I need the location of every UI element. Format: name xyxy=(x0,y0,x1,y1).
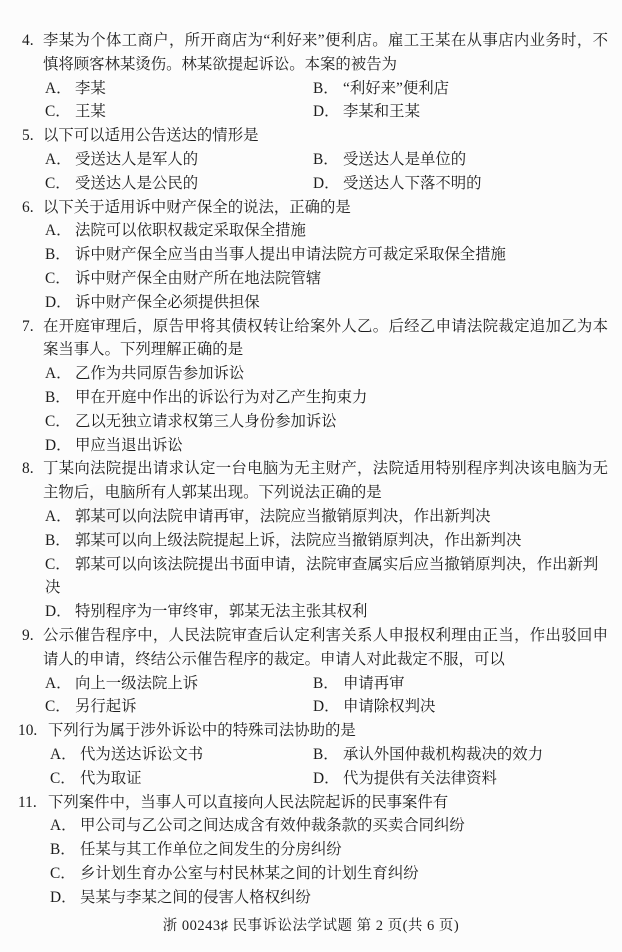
option-line xyxy=(22,434,608,458)
question-number: 9. xyxy=(22,626,34,644)
option-line xyxy=(18,862,608,886)
option-text: 郭某可以向上级法院提起上诉，法院应当撤销原判决，作出新判决 xyxy=(75,531,522,549)
option-item xyxy=(45,508,491,525)
option-row xyxy=(22,100,608,124)
option-text: 申请再审 xyxy=(343,674,405,692)
question-number: 8. xyxy=(22,460,34,478)
option-cell xyxy=(313,743,608,767)
option-line xyxy=(22,219,608,243)
option-label: C． xyxy=(45,269,71,287)
option-cell xyxy=(50,743,313,767)
option-label: D． xyxy=(50,888,77,906)
question-stem: 以下可以适用公告送达的情形是 xyxy=(43,127,259,145)
option-text: 王某 xyxy=(75,103,106,121)
question-stem: 下列行为属于涉外诉讼中的特殊司法协助的是 xyxy=(48,722,356,740)
option-line xyxy=(22,600,608,624)
option-text: 受送达人是单位的 xyxy=(343,150,467,168)
question-head xyxy=(22,196,608,220)
question-list xyxy=(0,29,622,909)
option-text: 受送达人下落不明的 xyxy=(343,174,482,192)
option-text: 甲公司与乙公司之间达成含有效仲裁条款的买卖合同纠纷 xyxy=(80,817,465,835)
option-label: B． xyxy=(45,246,71,264)
option-row xyxy=(22,77,608,101)
option-label: D． xyxy=(313,769,340,787)
option-label: C． xyxy=(50,769,76,787)
option-item xyxy=(45,698,137,715)
option-line xyxy=(22,386,608,410)
question-number: 5. xyxy=(22,127,34,145)
option-label: C． xyxy=(45,698,71,716)
option-text: 乙作为共同原告参加诉讼 xyxy=(75,365,245,383)
question-head xyxy=(22,124,608,148)
option-label: D． xyxy=(313,698,340,716)
option-item xyxy=(313,746,543,763)
option-text: 特别程序为一审终审，郭某无法主张其权利 xyxy=(75,603,368,621)
option-item xyxy=(313,770,497,787)
option-item xyxy=(45,151,198,168)
option-item xyxy=(313,103,420,120)
option-text: 李某 xyxy=(75,79,106,97)
option-row xyxy=(22,672,608,696)
option-cell xyxy=(313,695,608,719)
option-item xyxy=(313,675,405,692)
question-stem: 在开庭审理后，原告甲将其债权转让给案外人乙。后经乙申请法院裁定追加乙为本案当事人。下列理解正确的是 xyxy=(43,317,608,359)
option-item xyxy=(45,294,260,311)
option-cell xyxy=(45,172,313,196)
option-label: D． xyxy=(313,174,340,192)
option-cell xyxy=(313,77,608,101)
option-line xyxy=(22,243,608,267)
option-item xyxy=(45,175,198,192)
option-item xyxy=(50,889,311,906)
question-head xyxy=(18,719,608,743)
option-text: 郭某可以向该法院提出书面申请，法院审查属实后应当撤销原判决，作出新判决 xyxy=(45,555,599,597)
option-item xyxy=(50,817,465,834)
option-text: 乙以无独立请求权第三人身份参加诉讼 xyxy=(75,412,337,430)
question-head xyxy=(22,624,608,672)
option-text: 受送达人是公民的 xyxy=(75,174,199,192)
option-cell xyxy=(313,172,608,196)
option-item xyxy=(50,746,203,763)
question-item xyxy=(18,719,608,790)
option-text: 甲在开庭中作出的诉讼行为对乙产生拘束力 xyxy=(75,388,368,406)
option-text: 诉中财产保全由财产所在地法院管辖 xyxy=(75,269,322,287)
question-stem: 以下关于适用诉中财产保全的说法，正确的是 xyxy=(43,198,351,216)
option-label: C． xyxy=(50,864,76,882)
option-cell xyxy=(313,672,608,696)
option-cell xyxy=(313,100,608,124)
question-head xyxy=(22,457,608,505)
option-label: D． xyxy=(45,436,72,454)
option-text: 郭某可以向法院申请再审，法院应当撤销原判决，作出新判决 xyxy=(75,507,491,525)
option-label: D． xyxy=(45,293,72,311)
option-row xyxy=(22,695,608,719)
option-label: C． xyxy=(45,412,71,430)
option-label: C． xyxy=(45,555,71,573)
option-cell xyxy=(45,100,313,124)
option-row xyxy=(18,767,608,791)
question-item xyxy=(18,791,608,910)
option-line xyxy=(22,505,608,529)
option-text: 代为送达诉讼文书 xyxy=(80,745,204,763)
option-item xyxy=(45,80,106,97)
option-text: 另行起诉 xyxy=(75,698,137,716)
option-line xyxy=(22,267,608,291)
option-line xyxy=(18,838,608,862)
question-stem: 李某为个体工商户，所开商店为“利好来”便利店。雇工王某在从事店内业务时，不慎将顾客林某烫伤。林某欲提起诉讼。本案的被告为 xyxy=(43,32,608,73)
option-text: “利好来”便利店 xyxy=(343,79,450,97)
question-stem: 公示催告程序中，人民法院审查后认定利害关系人申报权利理由正当，作出驳回申请人的申请，终结公示催告程序的裁定。申请人对此裁定不服，可以 xyxy=(43,626,608,668)
option-label: A． xyxy=(45,150,72,168)
option-line xyxy=(22,362,608,386)
option-item xyxy=(313,80,449,97)
option-text: 申请除权判决 xyxy=(343,698,436,716)
option-row xyxy=(22,172,608,196)
option-item xyxy=(50,865,419,882)
option-label: B． xyxy=(313,150,339,168)
option-cell xyxy=(45,77,313,101)
option-item xyxy=(45,246,506,263)
question-number: 7. xyxy=(22,317,34,335)
option-item xyxy=(45,270,321,287)
option-label: D． xyxy=(45,603,72,621)
option-label: C． xyxy=(45,103,71,121)
question-number: 6. xyxy=(22,198,34,216)
option-text: 承认外国仲裁机构裁决的效力 xyxy=(343,745,544,763)
option-line xyxy=(22,410,608,434)
option-text: 任某与其工作单位之间发生的分房纠纷 xyxy=(80,841,342,859)
option-item xyxy=(313,151,466,168)
option-text: 诉中财产保全应当由当事人提出申请法院方可裁定采取保全措施 xyxy=(75,246,506,264)
option-label: A． xyxy=(50,745,77,763)
question-stem: 丁某向法院提出请求认定一台电脑为无主财产，法院适用特别程序判决该电脑为无主物后，电脑所有人郭某出现。下列说法正确的是 xyxy=(43,460,608,502)
option-cell xyxy=(313,148,608,172)
option-label: B． xyxy=(45,388,71,406)
option-item xyxy=(45,675,198,692)
option-text: 李某和王某 xyxy=(343,103,420,121)
option-row xyxy=(22,148,608,172)
option-label: C． xyxy=(45,174,71,192)
option-text: 甲应当退出诉讼 xyxy=(75,436,183,454)
question-head xyxy=(18,791,608,815)
question-head xyxy=(22,29,608,77)
question-stem: 下列案件中，当事人可以直接向人民法院起诉的民事案件有 xyxy=(48,793,449,811)
question-item xyxy=(22,315,608,458)
option-item xyxy=(45,437,183,454)
question-number: 10. xyxy=(18,722,38,740)
option-row xyxy=(18,743,608,767)
option-line xyxy=(22,529,608,553)
option-item xyxy=(313,175,482,192)
option-cell xyxy=(45,148,313,172)
option-label: B． xyxy=(313,79,339,97)
option-label: A． xyxy=(45,674,72,692)
option-text: 向上一级法院上诉 xyxy=(75,674,199,692)
option-item xyxy=(45,103,106,120)
option-item xyxy=(45,603,367,620)
option-text: 法院可以依职权裁定采取保全措施 xyxy=(75,222,306,240)
option-cell xyxy=(45,672,313,696)
option-label: B． xyxy=(313,745,339,763)
option-item xyxy=(50,770,142,787)
option-text: 受送达人是军人的 xyxy=(75,150,199,168)
option-line xyxy=(22,553,608,601)
option-text: 吴某与李某之间的侵害人格权纠纷 xyxy=(80,888,311,906)
option-label: B． xyxy=(45,531,71,549)
option-item xyxy=(45,532,521,549)
option-item xyxy=(45,365,244,382)
question-item xyxy=(22,624,608,719)
question-item xyxy=(22,29,608,124)
option-label: A． xyxy=(45,222,72,240)
option-label: A． xyxy=(50,817,77,835)
option-text: 代为取证 xyxy=(80,769,142,787)
option-cell xyxy=(313,767,608,791)
option-text: 诉中财产保全必须提供担保 xyxy=(75,293,260,311)
option-line xyxy=(22,291,608,315)
option-item xyxy=(45,413,337,430)
option-item xyxy=(45,222,306,239)
option-item xyxy=(50,841,342,858)
question-head xyxy=(22,315,608,363)
option-line xyxy=(18,886,608,910)
option-label: B． xyxy=(50,841,76,859)
option-cell xyxy=(50,767,313,791)
page-footer: 浙 00243♯ 民事诉讼法学试题 第 2 页(共 6 页) xyxy=(162,918,460,935)
option-line xyxy=(18,814,608,838)
option-item xyxy=(45,556,598,597)
question-item xyxy=(22,457,608,624)
option-label: A． xyxy=(45,79,72,97)
option-text: 乡计划生育办公室与村民林某之间的计划生育纠纷 xyxy=(80,864,419,882)
question-item xyxy=(22,196,608,315)
option-item xyxy=(313,698,435,715)
option-label: A． xyxy=(45,507,72,525)
question-number: 4. xyxy=(22,32,34,49)
option-item xyxy=(45,389,367,406)
option-label: B． xyxy=(313,674,339,692)
option-cell xyxy=(45,695,313,719)
option-label: A． xyxy=(45,365,72,383)
question-number: 11. xyxy=(18,793,37,811)
question-item xyxy=(22,124,608,195)
option-label: D． xyxy=(313,103,340,121)
option-text: 代为提供有关法律资料 xyxy=(343,769,497,787)
